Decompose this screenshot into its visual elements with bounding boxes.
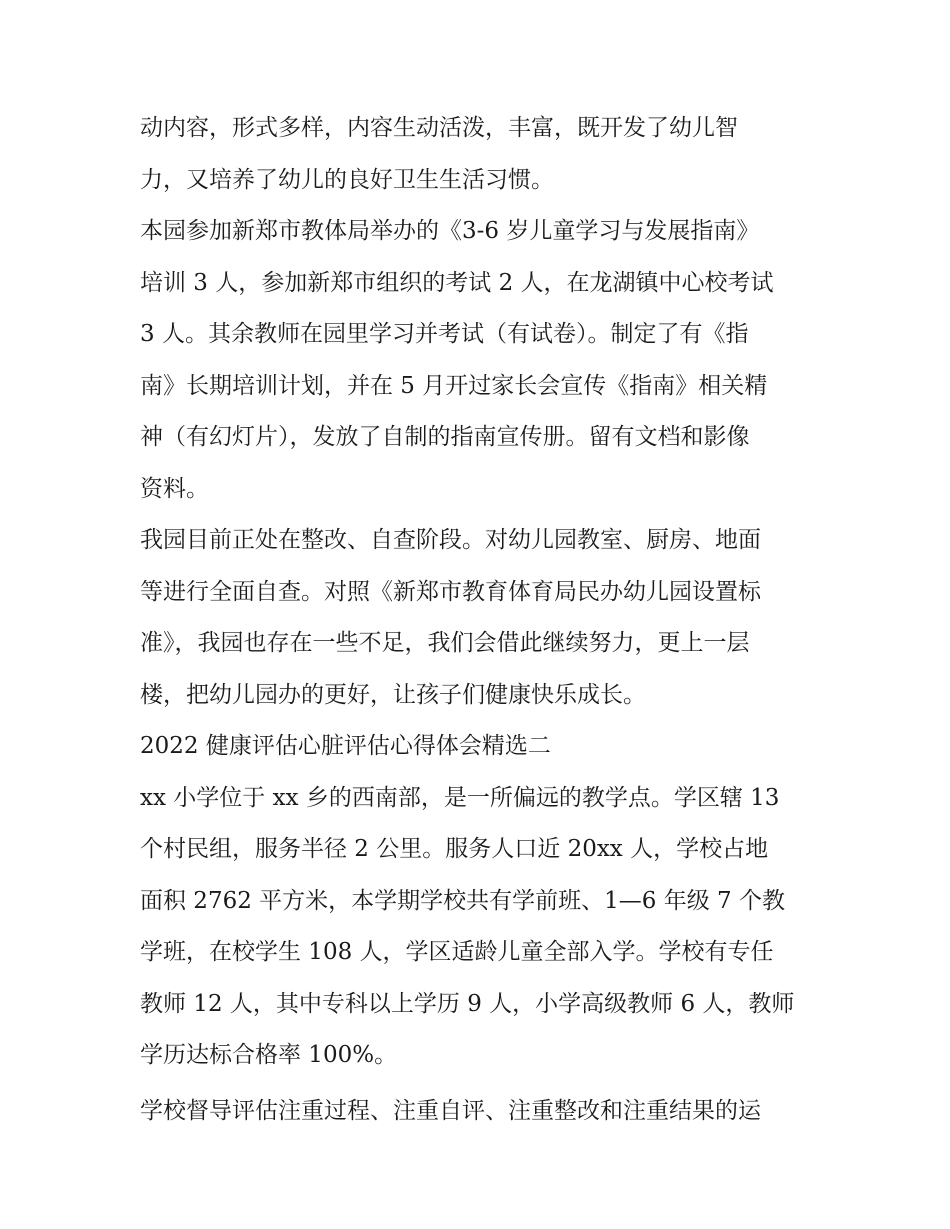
text-line: 培训 3 人，参加新郑市组织的考试 2 人，在龙湖镇中心校考试: [140, 269, 774, 296]
text-line: 教师 12 人，其中专科以上学历 9 人，小学高级教师 6 人，教师: [140, 990, 795, 1017]
text-line: 学历达标合格率 100%。: [140, 1042, 398, 1068]
text-line: 我园目前正处在整改、自查阶段。对幼儿园教室、厨房、地面: [140, 527, 761, 553]
text-line: 面积 2762 平方米，本学期学校共有学前班、1—6 年级 7 个教: [140, 887, 785, 914]
text-line: 力，又培养了幼儿的良好卫生生活习惯。: [140, 166, 554, 193]
text-line: 神（有幻灯片），发放了自制的指南宣传册。留有文档和影像: [140, 424, 750, 450]
text-line: 学校督导评估注重过程、注重自评、注重整改和注重结果的运: [140, 1097, 761, 1124]
text-line: 资料。: [140, 475, 209, 502]
text-line: 等进行全面自查。对照《新郑市教育体育局民办幼儿园设置标: [140, 578, 761, 605]
text-line: 准》，我园也存在一些不足，我们会借此继续努力，更上一层: [140, 630, 750, 656]
text-line: xx 小学位于 xx 乡的西南部，是一所偏远的教学点。学区辖 13: [140, 784, 780, 811]
text-line: 南》长期培训计划，并在 5 月开过家长会宣传《指南》相关精: [140, 372, 768, 399]
text-line: 本园参加新郑市教体局举办的《3-6 岁儿童学习与发展指南》: [140, 218, 760, 244]
text-line: 楼，把幼儿园办的更好，让孩子们健康快乐成长。: [140, 681, 646, 708]
text-line: 个村民组，服务半径 2 公里。服务人口近 20xx 人，学校占地: [140, 836, 769, 862]
text-line: 3 人。其余教师在园里学习并考试（有试卷）。制定了有《指: [140, 321, 749, 347]
section-heading: 2022 健康评估心脏评估心得体会精选二: [140, 733, 551, 759]
text-line: 学班，在校学生 108 人，学区适龄儿童全部入学。学校有专任: [140, 939, 774, 965]
text-line: 动内容，形式多样，内容生动活泼，丰富，既开发了幼儿智: [140, 115, 738, 141]
document-body: [140, 103, 820, 1137]
